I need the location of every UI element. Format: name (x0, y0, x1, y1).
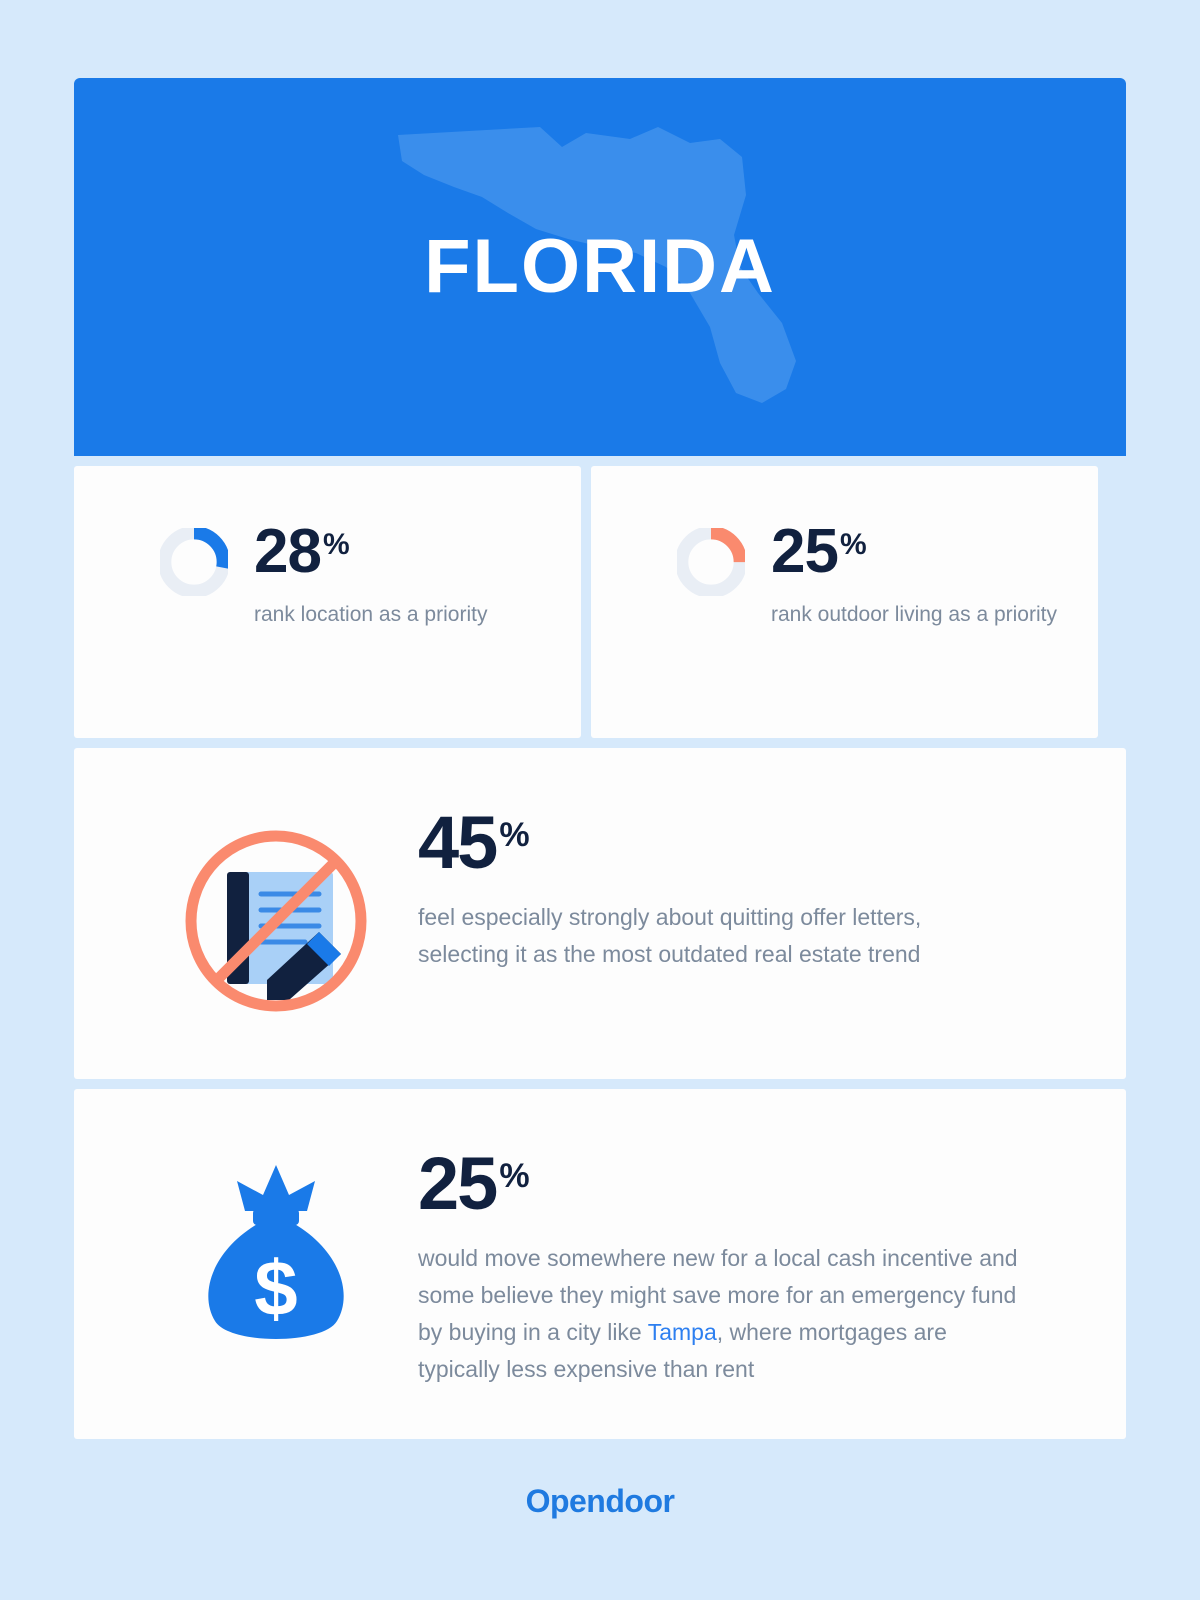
percent-symbol: % (499, 816, 530, 854)
city-link-tampa[interactable]: Tampa (647, 1319, 717, 1346)
stat-value: 25 (418, 1142, 497, 1225)
stat-description: rank outdoor living as a priority (771, 602, 1057, 626)
stat-description-text-before: would move somewhere new for a local cash incentive and some believe they might save more for an emergency fund by buying in a city like (418, 1244, 1018, 1346)
opendoor-logo: Opendoor (525, 1483, 675, 1519)
stat-value: 45 (418, 801, 497, 884)
state-header (74, 78, 1126, 456)
percent-symbol: % (322, 528, 350, 561)
stat-description: rank location as a priority (254, 602, 488, 626)
stat-description (418, 899, 998, 974)
stat-content (406, 1142, 1018, 1389)
percent-symbol: % (839, 528, 867, 561)
stat-description-text: feel especially strongly about quitting offer letters, selecting it as the most outdated real estate trend (418, 903, 922, 967)
stat-description-text-after: , where mortgages are typically less expensive than rent (418, 1319, 947, 1383)
stat-description (418, 1240, 1018, 1389)
stat-content (254, 517, 488, 632)
percent-symbol: % (499, 1157, 530, 1195)
page-title: FLORIDA (424, 224, 776, 309)
stat-value: 28 (254, 517, 321, 586)
svg-text:$: $ (254, 1244, 298, 1332)
stat-card-cash-incentive (74, 1089, 1126, 1439)
stat-content (771, 517, 1057, 632)
stat-card-outdoor-living (591, 466, 1098, 738)
stat-card-location-priority (74, 466, 581, 738)
no-offer-letter-icon (146, 808, 406, 1029)
donut-chart-icon (160, 528, 228, 601)
money-bag-icon (146, 1149, 406, 1370)
stat-value: 25 (771, 517, 838, 586)
stats-row-top (74, 466, 1126, 738)
footer (74, 1483, 1126, 1520)
stat-content (406, 801, 998, 973)
donut-chart-icon (677, 528, 745, 601)
stat-card-offer-letters (74, 748, 1126, 1079)
